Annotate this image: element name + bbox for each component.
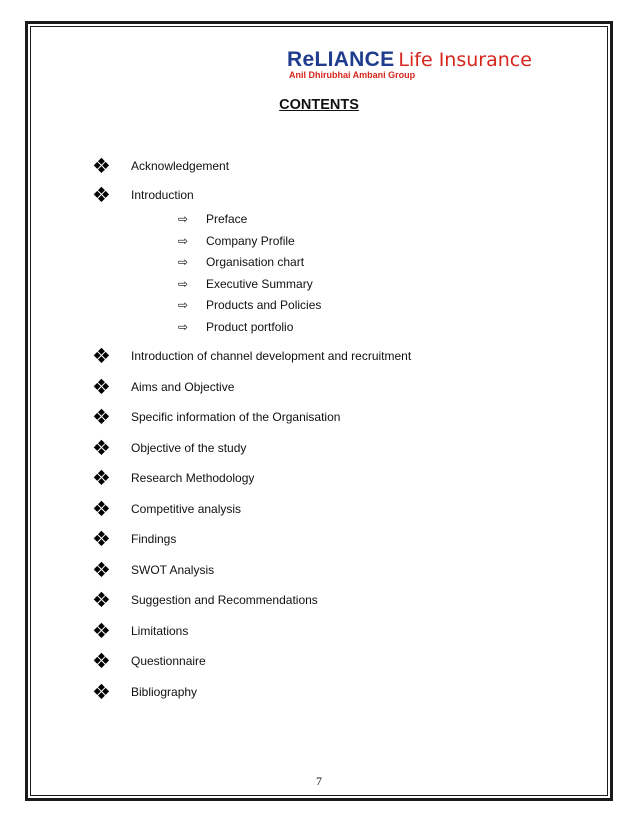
logo-group: Anil Dhirubhai Ambani Group bbox=[289, 70, 416, 80]
toc-item-label: Suggestion and Recommendations bbox=[131, 593, 318, 607]
four-diamond-bullet-icon: ❖ bbox=[92, 375, 111, 399]
four-diamond-bullet-icon: ❖ bbox=[92, 436, 111, 460]
four-diamond-bullet-icon: ❖ bbox=[92, 154, 111, 178]
four-diamond-bullet-icon: ❖ bbox=[92, 466, 111, 490]
toc-subitem-label: Company Profile bbox=[206, 234, 295, 248]
toc-item-label: Objective of the study bbox=[131, 441, 247, 455]
right-arrow-icon: ⇨ bbox=[178, 277, 189, 291]
toc-subitem-label: Organisation chart bbox=[206, 255, 305, 269]
toc-item-label: Acknowledgement bbox=[131, 159, 230, 173]
toc-item-label: Bibliography bbox=[131, 685, 198, 699]
toc-item-label: Competitive analysis bbox=[131, 502, 242, 516]
toc-item-label: Introduction of channel development and recruitment bbox=[131, 349, 412, 363]
toc-item-label: Questionnaire bbox=[131, 654, 206, 668]
toc-subitem-label: Executive Summary bbox=[206, 277, 313, 291]
toc-subitem-label: Products and Policies bbox=[206, 298, 322, 312]
toc-item-label: Limitations bbox=[131, 624, 189, 638]
four-diamond-bullet-icon: ❖ bbox=[92, 405, 111, 429]
reliance-logo bbox=[287, 50, 549, 84]
page-number: 7 bbox=[316, 774, 322, 788]
four-diamond-bullet-icon: ❖ bbox=[92, 588, 111, 612]
logo-product: Life Insurance bbox=[398, 49, 532, 71]
four-diamond-bullet-icon: ❖ bbox=[92, 558, 111, 582]
toc-item-label: SWOT Analysis bbox=[131, 563, 215, 577]
right-arrow-icon: ⇨ bbox=[178, 320, 189, 334]
page-heading bbox=[0, 97, 638, 113]
toc-item-label: Introduction bbox=[131, 188, 194, 202]
toc-item-label: Findings bbox=[131, 532, 177, 546]
toc-item-label: Aims and Objective bbox=[131, 380, 235, 394]
four-diamond-bullet-icon: ❖ bbox=[92, 619, 111, 643]
right-arrow-icon: ⇨ bbox=[178, 255, 189, 269]
four-diamond-bullet-icon: ❖ bbox=[92, 649, 111, 673]
logo-brand: ReLIANCE bbox=[287, 48, 395, 71]
four-diamond-bullet-icon: ❖ bbox=[92, 497, 111, 521]
contents-title: CONTENTS bbox=[279, 97, 359, 113]
four-diamond-bullet-icon: ❖ bbox=[92, 680, 111, 704]
toc-subitem-label: Product portfolio bbox=[206, 320, 294, 334]
right-arrow-icon: ⇨ bbox=[178, 234, 189, 248]
right-arrow-icon: ⇨ bbox=[178, 212, 189, 226]
right-arrow-icon: ⇨ bbox=[178, 298, 189, 312]
toc-item-label: Specific information of the Organisation bbox=[131, 410, 341, 424]
four-diamond-bullet-icon: ❖ bbox=[92, 527, 111, 551]
toc-item-label: Research Methodology bbox=[131, 471, 255, 485]
toc-subitem-label: Preface bbox=[206, 212, 248, 226]
four-diamond-bullet-icon: ❖ bbox=[92, 183, 111, 207]
four-diamond-bullet-icon: ❖ bbox=[92, 344, 111, 368]
